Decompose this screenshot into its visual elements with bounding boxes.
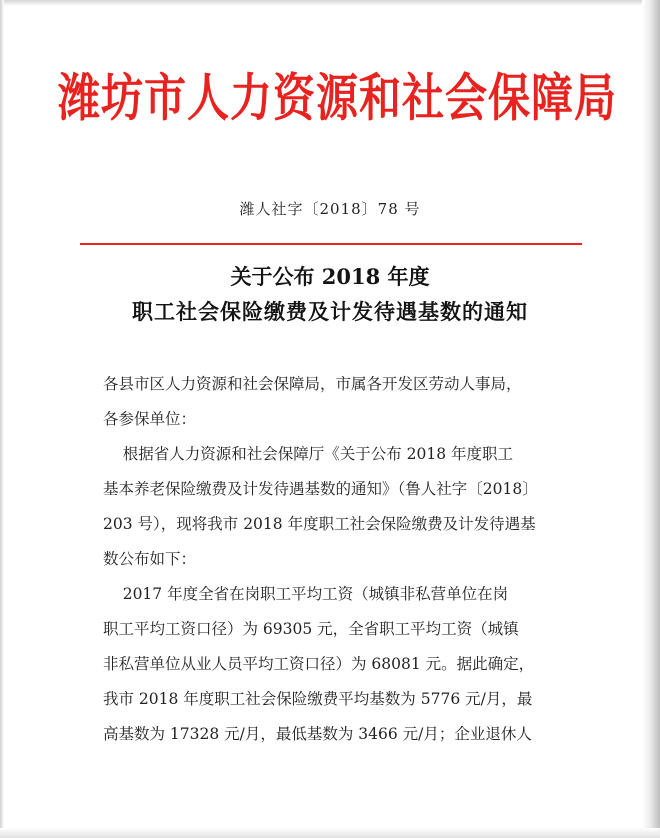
document-title-line-2: 职工社会保险缴费及计发待遇基数的通知 bbox=[132, 299, 528, 324]
body-line: 职工平均工资口径）为 69305 元，全省职工平均工资（城镇 bbox=[103, 620, 519, 638]
scan-edge-left bbox=[0, 0, 4, 838]
document-number: 潍人社字〔2018〕78 号 bbox=[239, 200, 421, 218]
scan-edge-bottom bbox=[0, 828, 660, 838]
scan-edge-right bbox=[642, 0, 660, 838]
red-divider-line bbox=[80, 243, 582, 245]
body-line: 根据省人力资源和社会保障厅《关于公布 2018 年度职工 bbox=[103, 445, 514, 463]
issuing-authority-header: 潍坊市人力资源和社会保障局 bbox=[58, 68, 618, 128]
body-line: 各县市区人力资源和社会保障局，市属各开发区劳动人事局， bbox=[103, 375, 522, 393]
body-line: 我市 2018 年度职工社会保险缴费平均基数为 5776 元/月，最 bbox=[103, 690, 533, 708]
body-line: 2017 年度全省在岗职工平均工资（城镇非私营单位在岗 bbox=[103, 585, 509, 603]
body-line: 基本养老保险缴费及计发待遇基数的通知》（鲁人社字〔2018〕 bbox=[103, 480, 538, 498]
body-line: 高基数为 17328 元/月，最低基数为 3466 元/月；企业退休人 bbox=[103, 725, 532, 743]
body-line: 各参保单位： bbox=[103, 410, 197, 428]
body-line: 数公布如下： bbox=[103, 550, 197, 568]
document-title-line-1: 关于公布 2018 年度 bbox=[230, 264, 430, 289]
body-line: 非私营单位从业人员平均工资口径）为 68081 元。据此确定， bbox=[103, 655, 535, 673]
body-line: 203 号），现将我市 2018 年度职工社会保险缴费及计发待遇基 bbox=[103, 515, 536, 533]
scan-edge-top bbox=[0, 0, 660, 6]
